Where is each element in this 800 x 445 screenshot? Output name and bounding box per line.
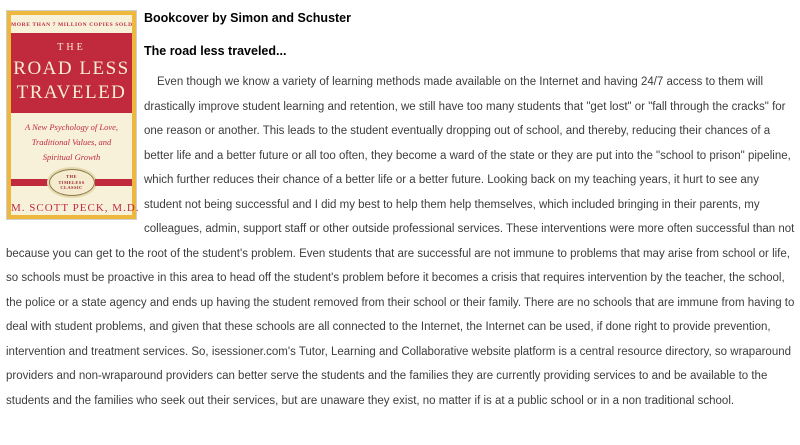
cover-subtitle — [11, 120, 132, 165]
badge-line1: THE — [66, 174, 77, 180]
article-paragraph: Even though we know a variety of learning methods made available on the Internet and having 24/7 access to them will drastically improve student learning and retention, we still have too many students that "get lost" or "fall through the cracks" for one reason or another. This leads to the student eventually dropping out of school, and thereby, reducing their chances of a better life and a better future or all too often, they become a ward of the state or they are put into the "school to prison" pipeline, which further reduces their chance of a better life or a better future. Looking back on my teaching years, it hurt to see any student not being successful and I did my best to help them help themselves, which included bringing in their parents, my colleagues, admin, support staff or other outside professional services. These interventions were more often successful than not because you can get to the root of the student's problem. Even students that are successful are not immune to problems that may arise from school or life, so schools must be proactive in this area to head off the student's problem before it becomes a crisis that requires intervention by the teacher, the school, the police or a state agency and ends up having the student removed from their school or their family. There are no schools that are immune from having to deal with student problems, and given that these schools are all connected to the Internet, the Internet can be used, if done right to provide prevention, intervention and treatment services. So, isessioner.com's Tutor, Learning and Collaborative website platform is a central resource directory, so wraparound providers and non-wraparound providers can better serve the students and the families they are currently providing services to and be available to the students and the families who seek out their services, but are unaware they exist, no matter if is at a public school or in a non traditional school. — [6, 76, 795, 407]
cover-author: M. SCOTT PECK, M.D. — [11, 202, 140, 214]
bookcover-caption: Bookcover by Simon and Schuster — [144, 11, 351, 25]
badge-line2: TIMELESS — [58, 179, 85, 185]
cover-title-panel — [11, 33, 132, 113]
cover-title-traveled: TRAVELED — [16, 81, 127, 103]
book-cover-inner — [11, 15, 140, 215]
timeless-classic-badge — [11, 169, 132, 196]
cover-tagline: MORE THAN 7 MILLION COPIES SOLD — [11, 22, 133, 28]
cover-subtitle-line1: A New Psychology of Love, — [24, 122, 119, 132]
cover-subtitle-line2: Traditional Values, and — [31, 137, 112, 147]
badge-left-bar — [11, 179, 49, 186]
cover-title-road-less: ROAD LESS — [13, 57, 130, 79]
book-cover-image — [6, 10, 140, 220]
badge-oval — [49, 169, 95, 196]
article-title: The road less traveled... — [144, 44, 287, 58]
cover-title-the: THE — [57, 41, 86, 53]
cover-subtitle-line3: Spiritual Growth — [42, 152, 101, 162]
badge-right-bar — [95, 179, 133, 186]
badge-line3: CLASSIC — [60, 185, 83, 191]
